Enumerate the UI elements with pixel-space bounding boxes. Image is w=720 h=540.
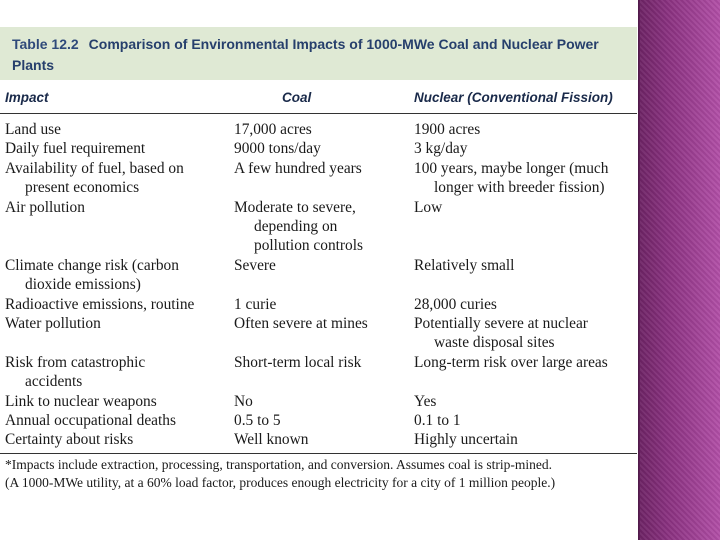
cell-line: 1 curie xyxy=(234,295,277,313)
cell-line: Highly uncertain xyxy=(414,431,518,449)
cell-line: Availability of fuel, based on xyxy=(5,159,184,177)
coal-cell xyxy=(234,392,409,411)
cell-line: Daily fuel requirement xyxy=(5,140,146,158)
cell-line: Yes xyxy=(414,392,437,410)
impact-cell xyxy=(5,295,227,314)
table-row xyxy=(0,411,637,430)
coal-cell xyxy=(234,430,409,449)
nuclear-cell xyxy=(414,411,636,430)
table-number: Table 12.2 xyxy=(12,36,79,52)
table-row xyxy=(0,353,637,392)
cell-line: Relatively small xyxy=(414,256,515,274)
cell-line: depending on xyxy=(254,217,338,235)
cell-line: 0.5 to 5 xyxy=(234,411,281,429)
table-body xyxy=(0,120,637,450)
cell-line: Certainty about risks xyxy=(5,431,134,449)
coal-cell xyxy=(234,159,409,178)
impact-cell xyxy=(5,256,227,295)
impact-cell xyxy=(5,411,227,430)
cell-line: Risk from catastrophic xyxy=(5,353,146,371)
table-footnote xyxy=(5,456,635,491)
cell-line: 17,000 acres xyxy=(234,121,312,138)
cell-line: 9000 tons/day xyxy=(234,140,321,158)
coal-cell xyxy=(234,353,409,372)
nuclear-cell xyxy=(414,430,636,449)
table-row xyxy=(0,256,637,295)
cell-line: Low xyxy=(414,198,443,216)
nuclear-cell xyxy=(414,256,636,275)
cell-line: accidents xyxy=(25,373,83,391)
footer-divider xyxy=(0,453,637,454)
impact-cell xyxy=(5,430,227,449)
cell-line: 1900 acres xyxy=(414,121,481,138)
cell-line: Link to nuclear weapons xyxy=(5,392,157,410)
table-caption xyxy=(12,34,627,76)
nuclear-cell xyxy=(414,314,636,353)
cell-line: Long-term risk over large areas xyxy=(414,353,608,371)
table-row xyxy=(0,392,637,411)
cell-line: Annual occupational deaths xyxy=(5,411,176,429)
nuclear-cell xyxy=(414,198,636,217)
nuclear-cell xyxy=(414,392,636,411)
impact-cell xyxy=(5,159,227,198)
cell-line: present economics xyxy=(25,179,140,197)
nuclear-cell xyxy=(414,295,636,314)
cell-line: Well known xyxy=(234,431,309,449)
table-row xyxy=(0,120,637,139)
table-row xyxy=(0,139,637,158)
nuclear-cell xyxy=(414,120,636,139)
impact-cell xyxy=(5,314,227,333)
cell-line: Short-term local risk xyxy=(234,353,362,371)
cell-line: A few hundred years xyxy=(234,159,362,177)
footnote-line: *Impacts include extraction, processing, transportation, and conversion. Assumes coal is strip-mined. xyxy=(5,457,553,472)
cell-line: Severe xyxy=(234,256,276,274)
cell-line: longer with breeder fission) xyxy=(434,179,605,197)
cell-line: 0.1 to 1 xyxy=(414,411,461,429)
impact-cell xyxy=(5,392,227,411)
nuclear-cell xyxy=(414,139,636,158)
impact-cell xyxy=(5,198,227,217)
impact-cell xyxy=(5,139,227,158)
cell-line: 3 kg/day xyxy=(414,140,468,158)
impact-cell xyxy=(5,353,227,392)
column-header-nuclear: Nuclear (Conventional Fission) xyxy=(414,90,613,105)
coal-cell xyxy=(234,295,409,314)
cell-line: 100 years, maybe longer (much xyxy=(414,159,609,177)
table-row xyxy=(0,430,637,449)
table-row xyxy=(0,314,637,353)
cell-line: Potentially severe at nuclear xyxy=(414,314,588,332)
coal-cell xyxy=(234,139,409,158)
cell-line: Radioactive emissions, routine xyxy=(5,295,195,313)
cell-line: Water pollution xyxy=(5,314,101,332)
cell-line: dioxide emissions) xyxy=(25,276,141,294)
nuclear-cell xyxy=(414,159,636,198)
cell-line: No xyxy=(234,392,253,410)
table-title: Comparison of Environmental Impacts of 1000-MWe Coal and Nuclear Power Plants xyxy=(12,36,599,73)
cell-line: 28,000 curies xyxy=(414,295,497,313)
coal-cell xyxy=(234,314,409,333)
impact-cell xyxy=(5,120,227,139)
cell-line: pollution controls xyxy=(254,237,364,255)
table-row xyxy=(0,198,637,256)
coal-cell xyxy=(234,198,409,256)
cell-line: Moderate to severe, xyxy=(234,198,356,216)
cell-line: Climate change risk (carbon xyxy=(5,256,179,274)
cell-line: Air pollution xyxy=(5,198,85,216)
nuclear-cell xyxy=(414,353,636,372)
cell-line: waste disposal sites xyxy=(434,334,555,352)
column-header-coal: Coal xyxy=(282,90,312,105)
table-row xyxy=(0,295,637,314)
column-header-impact: Impact xyxy=(5,90,49,105)
coal-cell xyxy=(234,256,409,275)
coal-cell xyxy=(234,120,409,139)
footnote-line: (A 1000-MWe utility, at a 60% load factor, produces enough electricity for a city of 1 million people.) xyxy=(5,474,556,490)
cell-line: Often severe at mines xyxy=(234,314,368,332)
cell-line: Land use xyxy=(5,121,61,138)
coal-cell xyxy=(234,411,409,430)
table-row xyxy=(0,159,637,198)
header-divider xyxy=(0,113,637,114)
decorative-side-band xyxy=(640,0,720,540)
